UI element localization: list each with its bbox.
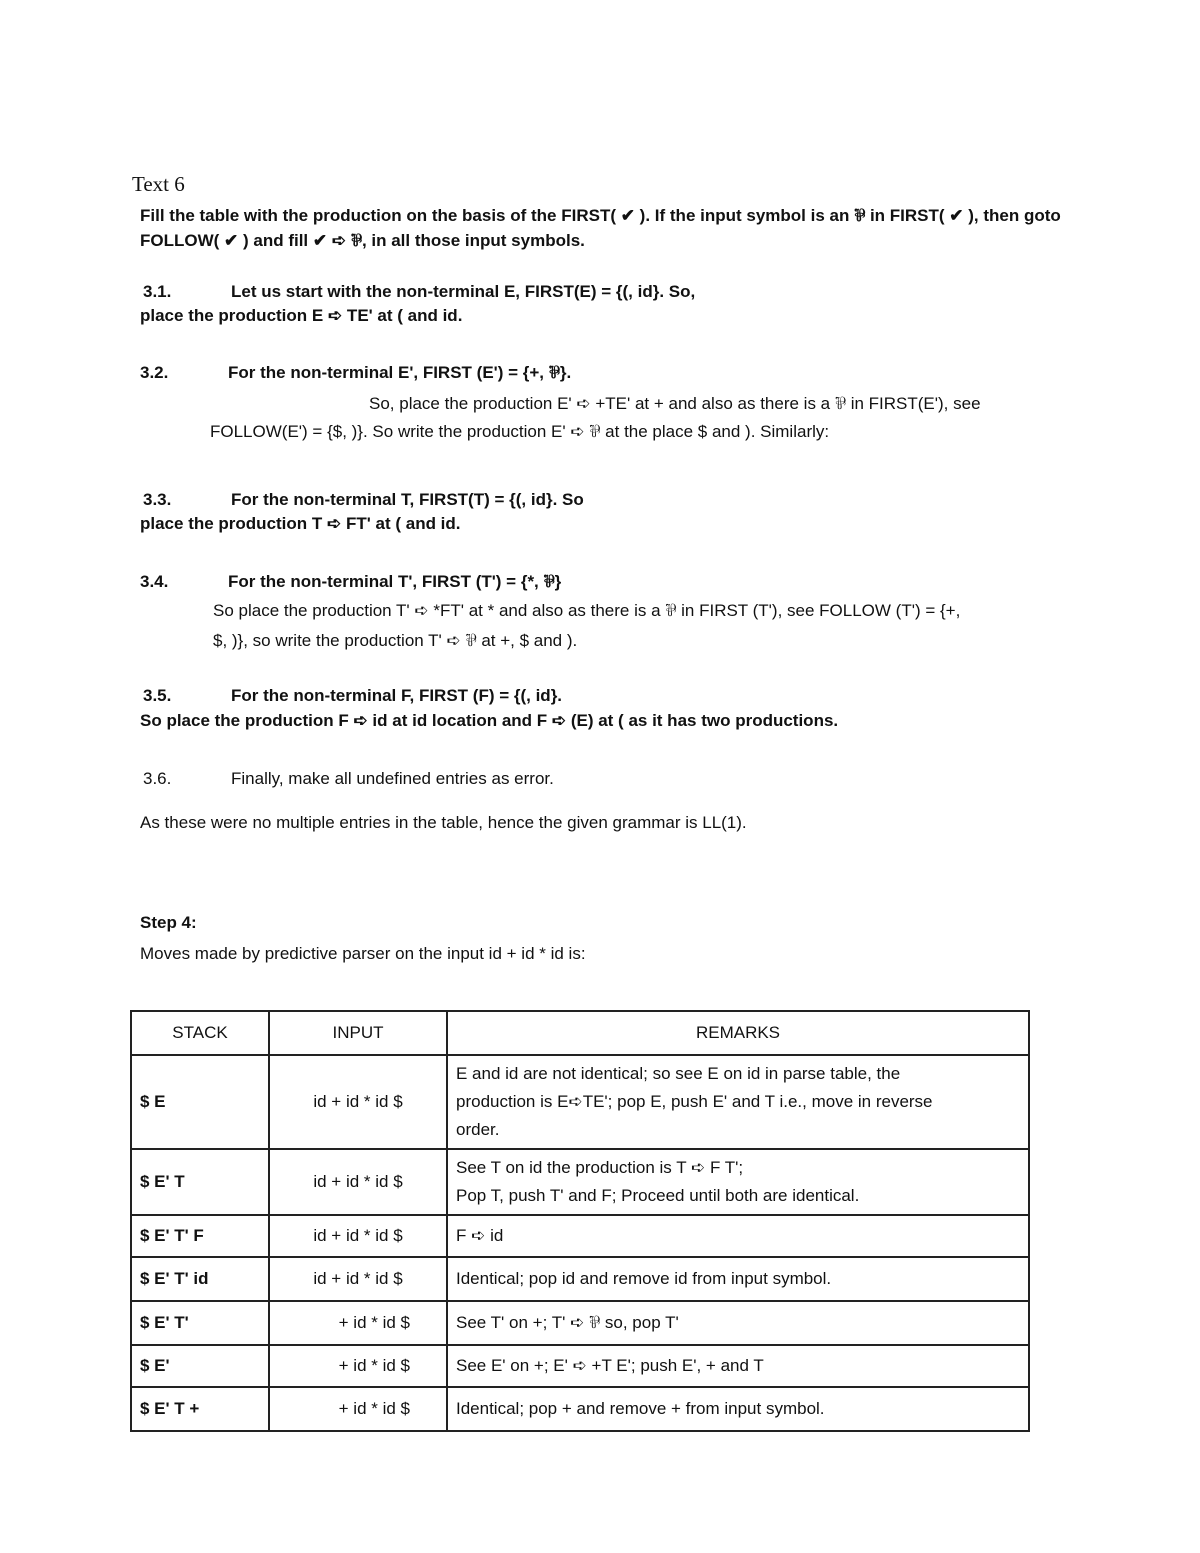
header-remarks: REMARKS: [447, 1011, 1029, 1055]
input-cell: id + id * id $: [269, 1149, 447, 1215]
section-3-4-line-1: [140, 569, 561, 592]
remark-line: order.: [456, 1120, 500, 1139]
table-row: [131, 1257, 1029, 1301]
section-3-2-line-3: FOLLOW(E') = {$, )}. So write the production E' ➪ ⅌ at the place $ and ). Similarly:: [210, 422, 830, 441]
section-number: 3.3.: [143, 490, 172, 509]
remarks-cell: [447, 1345, 1029, 1387]
conclusion: As these were no multiple entries in the table, hence the given grammar is LL(1).: [140, 813, 747, 832]
section-text: For the non-terminal F, FIRST (F) = {(, id}.: [231, 686, 563, 705]
section-3-5-line-1: [143, 686, 562, 706]
remark-line: Pop T, push T' and F; Proceed until both are identical.: [456, 1186, 860, 1205]
section-3-1-line-2: place the production E ➪ TE' at ( and id.: [140, 306, 463, 325]
section-text: Let us start with the non-terminal E, FIRST(E) = {(, id}. So,: [231, 282, 696, 301]
section-text: Finally, make all undefined entries as error.: [231, 769, 554, 788]
section-number: 3.6.: [143, 769, 172, 788]
section-text: For the non-terminal T, FIRST(T) = {(, id}. So: [231, 490, 584, 509]
section-text: For the non-terminal E', FIRST (E') = {+, ⅌}.: [228, 363, 572, 382]
section-3-2-line-2: So, place the production E' ➪ +TE' at + and also as there is a ⅌ in FIRST(E'), see: [369, 394, 981, 413]
section-3-4-line-2: So place the production T' ➪ *FT' at * and also as there is a ⅌ in FIRST (T'), see FOLLOW (T') = {+,: [213, 601, 961, 620]
section-number: 3.5.: [143, 686, 172, 705]
section-3-1-line-1: [143, 282, 695, 302]
remark-line: E and id are not identical; so see E on id in parse table, the: [456, 1064, 901, 1083]
section-3-6-line-1: [143, 769, 554, 789]
input-cell: + id * id $: [269, 1345, 447, 1387]
section-3-4-line-3: $, )}, so write the production T' ➪ ⅌ at +, $ and ).: [213, 631, 578, 650]
table-row: [131, 1149, 1029, 1215]
stack-cell: $ E: [131, 1055, 269, 1149]
section-number: 3.4.: [140, 572, 169, 591]
stack-cell: $ E' T' F: [131, 1215, 269, 1257]
remark-line: See E' on +; E' ➪ +T E'; push E', + and T: [456, 1356, 764, 1375]
page-title: Text 6: [132, 172, 185, 196]
parser-moves-table: [130, 1010, 1030, 1432]
input-cell: + id * id $: [269, 1301, 447, 1345]
input-cell: id + id * id $: [269, 1215, 447, 1257]
remark-line: Identical; pop id and remove id from input symbol.: [456, 1269, 832, 1288]
remarks-cell: [447, 1257, 1029, 1301]
table-row: [131, 1345, 1029, 1387]
remark-line: production is E➪TE'; pop E, push E' and T i.e., move in reverse: [456, 1092, 933, 1111]
section-3-3-line-2: place the production T ➪ FT' at ( and id.: [140, 514, 461, 533]
remarks-cell: [447, 1149, 1029, 1215]
remark-line: F ➪ id: [456, 1226, 504, 1245]
section-number: 3.2.: [140, 363, 169, 382]
stack-cell: $ E' T: [131, 1149, 269, 1215]
table-row: [131, 1301, 1029, 1345]
remarks-cell: [447, 1215, 1029, 1257]
header-stack: STACK: [131, 1011, 269, 1055]
table-row: [131, 1387, 1029, 1431]
input-cell: id + id * id $: [269, 1055, 447, 1149]
remarks-cell: [447, 1387, 1029, 1431]
section-number: 3.1.: [143, 282, 172, 301]
section-3-2-line-1: [140, 360, 571, 383]
stack-cell: $ E' T': [131, 1301, 269, 1345]
table-row: [131, 1055, 1029, 1149]
remarks-cell: [447, 1055, 1029, 1149]
remark-line: See T' on +; T' ➪ ⅌ so, pop T': [456, 1313, 679, 1332]
step-4-heading: Step 4:: [140, 913, 197, 932]
remarks-cell: [447, 1301, 1029, 1345]
stack-cell: $ E' T' id: [131, 1257, 269, 1301]
section-3-5-line-2: So place the production F ➪ id at id location and F ➪ (E) at ( as it has two productions.: [140, 711, 839, 730]
step-4-subtitle: Moves made by predictive parser on the input id + id * id is:: [140, 944, 586, 963]
input-cell: id + id * id $: [269, 1257, 447, 1301]
table-header-row: [131, 1011, 1029, 1055]
intro-line-1: Fill the table with the production on the basis of the FIRST( ✔ ). If the input symbol is an ⅌ in FIRST( ✔ ), then goto: [140, 206, 1061, 225]
section-text: For the non-terminal T', FIRST (T') = {*, ⅌}: [228, 572, 562, 591]
input-cell: + id * id $: [269, 1387, 447, 1431]
stack-cell: $ E' T +: [131, 1387, 269, 1431]
intro-line-2: FOLLOW( ✔ ) and fill ✔ ➪ ⅌, in all those input symbols.: [140, 231, 585, 250]
stack-cell: $ E': [131, 1345, 269, 1387]
header-input: INPUT: [269, 1011, 447, 1055]
table-row: [131, 1215, 1029, 1257]
section-3-3-line-1: [143, 490, 584, 510]
remark-line: See T on id the production is T ➪ F T';: [456, 1158, 744, 1177]
remark-line: Identical; pop + and remove + from input symbol.: [456, 1399, 825, 1418]
